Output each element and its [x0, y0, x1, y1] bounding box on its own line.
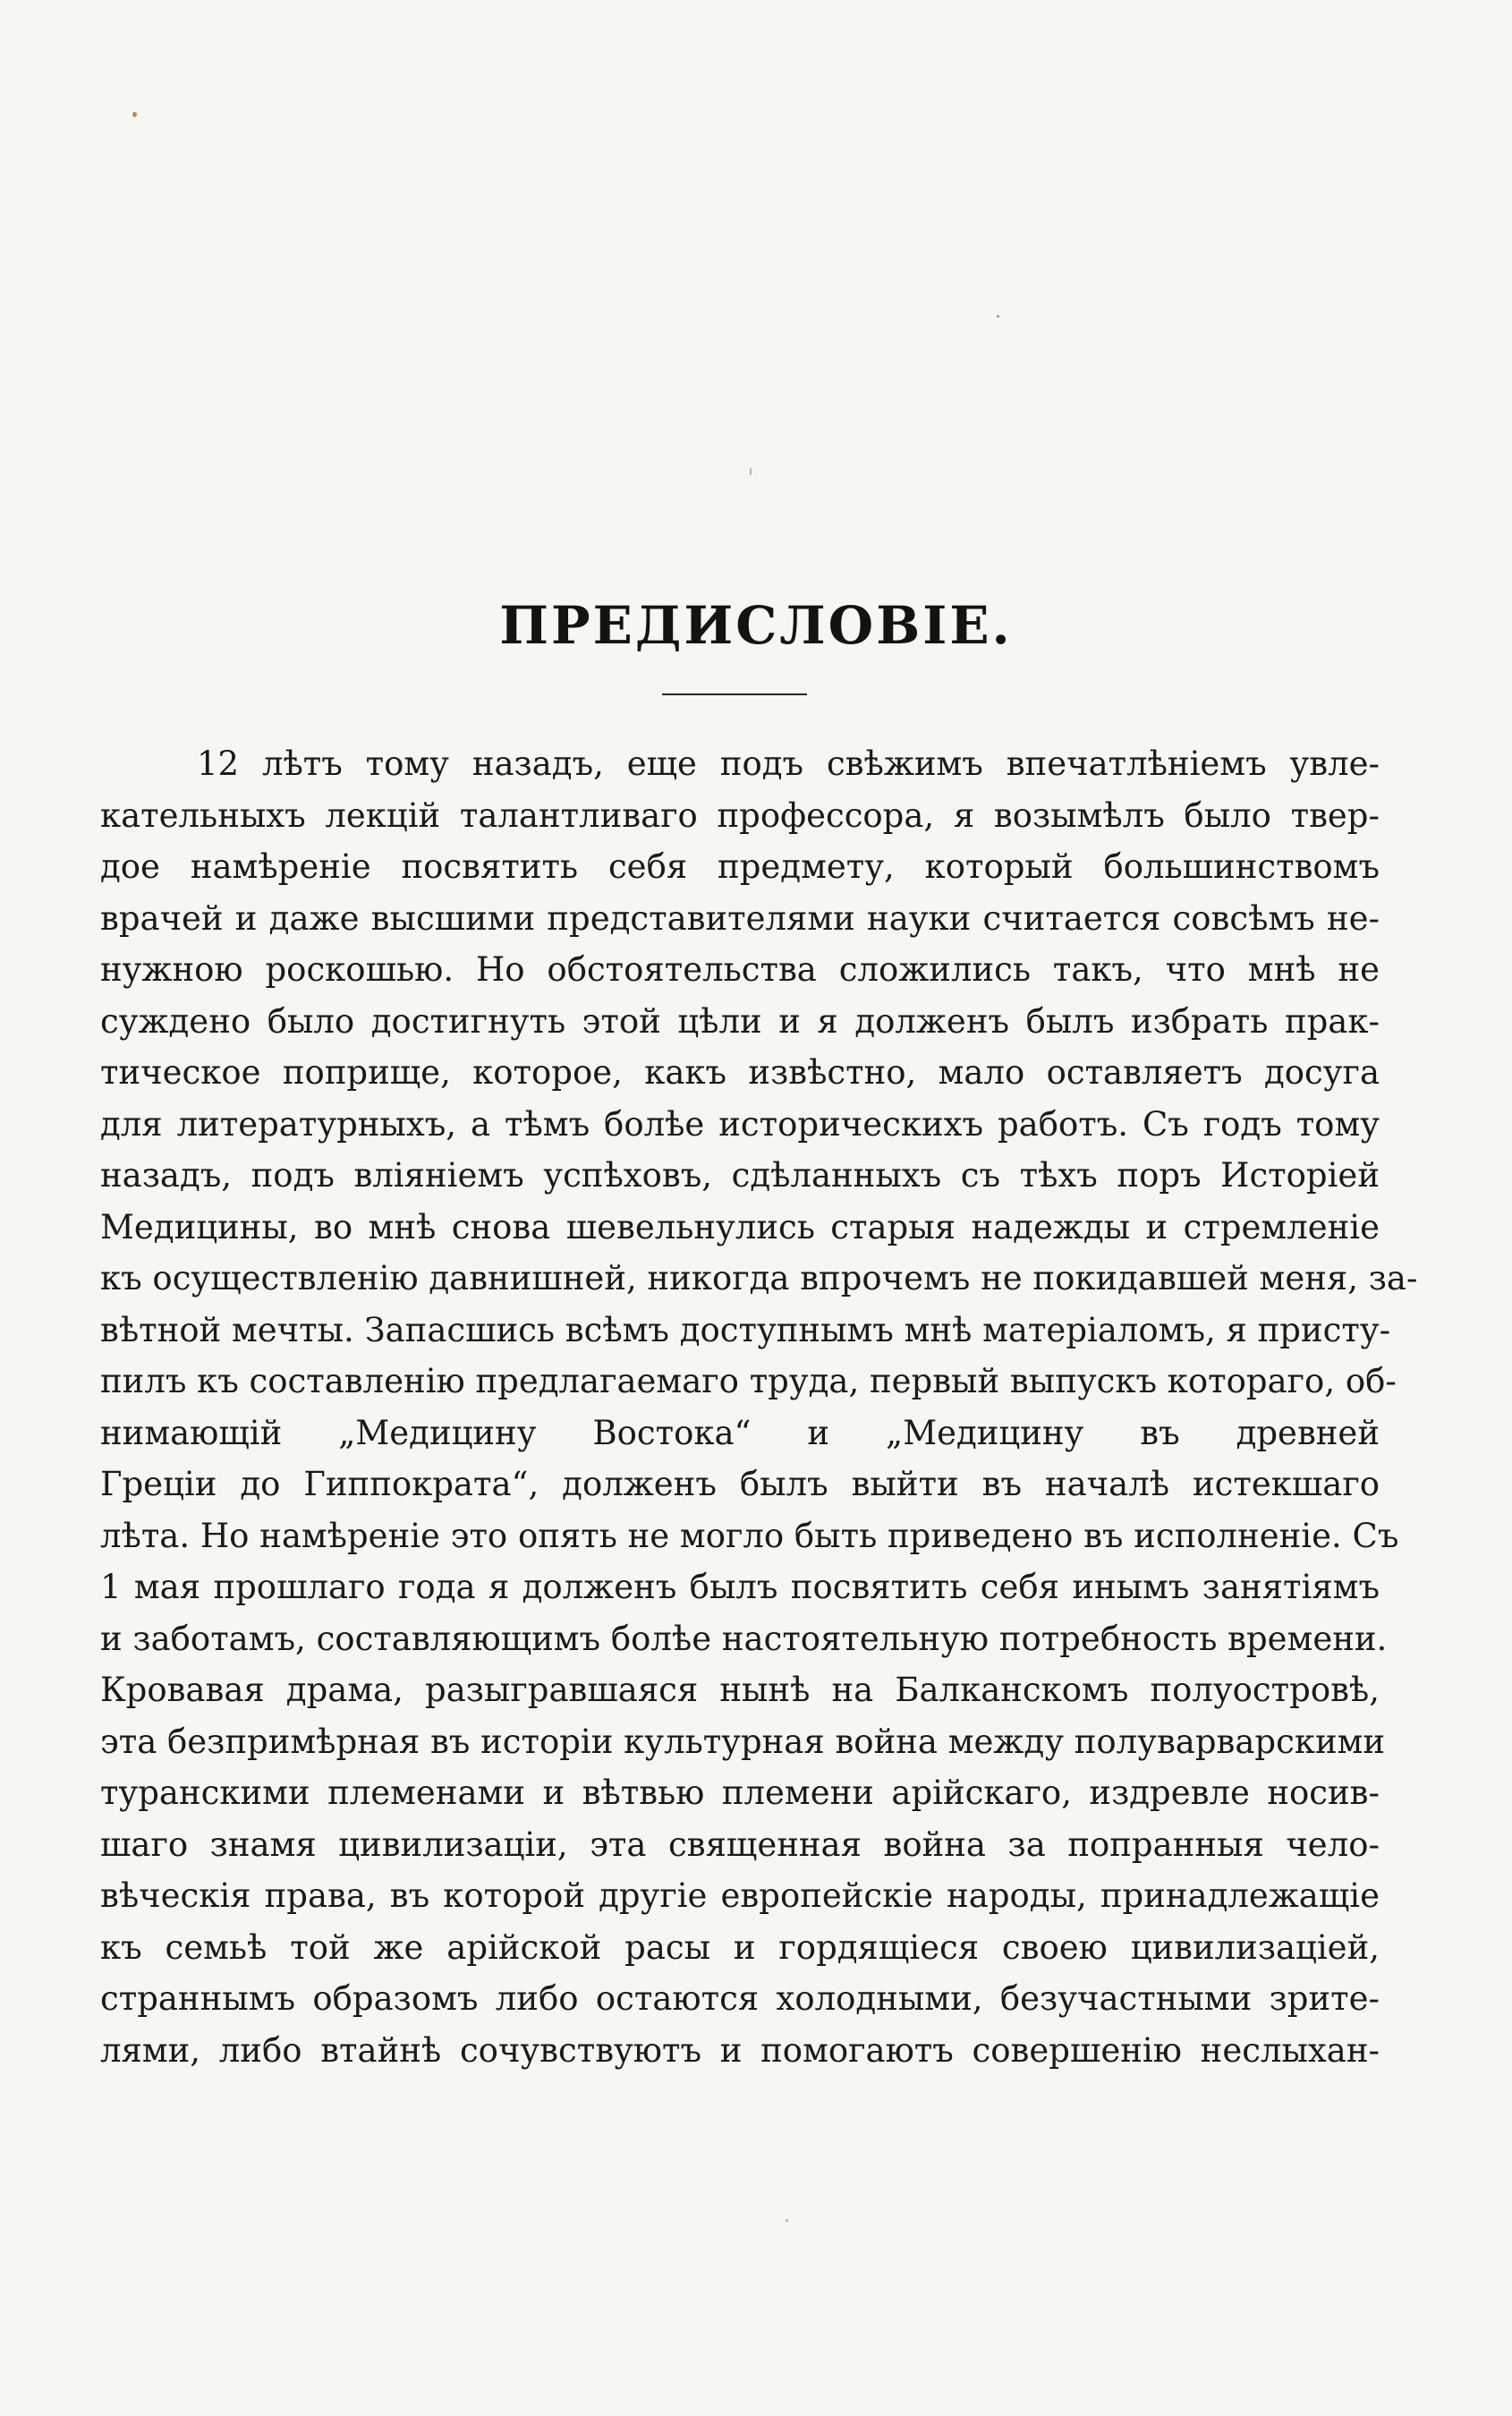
- text-line: 1 мая прошлаго года я долженъ былъ посвятить себя инымъ занятiямъ: [100, 1568, 1380, 1606]
- text-line: назадъ, подъ влiянiемъ успѣховъ, сдѣланныхъ съ тѣхъ поръ Исторiей: [100, 1156, 1380, 1195]
- text-line: туранскими племенами и вѣтвью племени арiйскаго, издревле носив-: [100, 1774, 1380, 1812]
- title-divider: [662, 693, 807, 695]
- text-line: нужною роскошью. Но обстоятельства сложились такъ, что мнѣ не: [100, 950, 1380, 989]
- paper-speck: [750, 468, 752, 475]
- page-title: ПРЕДИСЛОВIЕ.: [499, 595, 1013, 656]
- text-line: пилъ къ составленiю предлагаемаго труда, первый выпускъ котораго, об-: [100, 1362, 1397, 1400]
- text-line: Кровавая драма, разыгравшаяся нынѣ на Балканскомъ полуостровѣ,: [100, 1671, 1380, 1709]
- text-line: вѣческiя права, въ которой другiе европейскiе народы, принадлежащiе: [100, 1876, 1380, 1915]
- text-line: вѣтной мечты. Запасшись всѣмъ доступнымъ мнѣ матерiаломъ, я присту-: [100, 1310, 1391, 1349]
- paper-speck: [786, 2219, 788, 2222]
- paper-speck: [997, 315, 999, 318]
- text-line: для литературныхъ, а тѣмъ болѣе историческихъ работъ. Съ годъ тому: [100, 1104, 1380, 1144]
- text-line: къ осуществленiю давнишней, никогда впрочемъ не покидавшей меня, за-: [100, 1259, 1418, 1297]
- text-line: кательныхъ лекцiй талантливаго профессора, я возымѣлъ было твер-: [100, 795, 1380, 835]
- text-line: тическое поприще, которое, какъ извѣстно, мало оставляетъ досуга: [100, 1053, 1380, 1092]
- text-line: 12 лѣтъ тому назадъ, еще подъ свѣжимъ впечатлѣнiемъ увле-: [197, 744, 1380, 783]
- text-line: Медицины, во мнѣ снова шевельнулись старыя надежды и стремленiе: [100, 1207, 1380, 1246]
- text-line: къ семьѣ той же арiйской расы и гордящiеся своею цивилизацiей,: [100, 1927, 1380, 1967]
- preface-text: [100, 738, 1418, 2076]
- text-line: врачей и даже высшими представителями науки считается совсѣмъ не-: [100, 898, 1380, 938]
- text-line: суждено было достигнуть этой цѣли и я долженъ былъ избрать прак-: [100, 1001, 1380, 1041]
- text-line: дое намѣренiе посвятить себя предмету, который большинствомъ: [100, 847, 1380, 886]
- text-line: лѣта. Но намѣренiе это опять не могло быть приведено въ исполненiе. Съ: [100, 1516, 1399, 1555]
- text-line: эта безпримѣрная въ исторiи культурная война между полуварварскими: [100, 1722, 1386, 1761]
- text-line: Грецiи до Гиппократа“, долженъ былъ выйти въ началѣ истекшаго: [100, 1465, 1380, 1503]
- paper-speck: [132, 112, 137, 117]
- text-line: лями, либо втайнѣ сочувствуютъ и помогаютъ совершенiю неслыхан-: [100, 2030, 1380, 2070]
- text-line: и заботамъ, составляющимъ болѣе настоятельную потребность времени.: [100, 1619, 1388, 1658]
- text-line: шаго знамя цивилизацiи, эта священная война за попранныя чело-: [100, 1825, 1380, 1864]
- text-line: нимающiй „Медицину Востока“ и „Медицину въ древней: [100, 1413, 1380, 1452]
- text-line: страннымъ образомъ либо остаются холодными, безучастными зрите-: [100, 1979, 1380, 2018]
